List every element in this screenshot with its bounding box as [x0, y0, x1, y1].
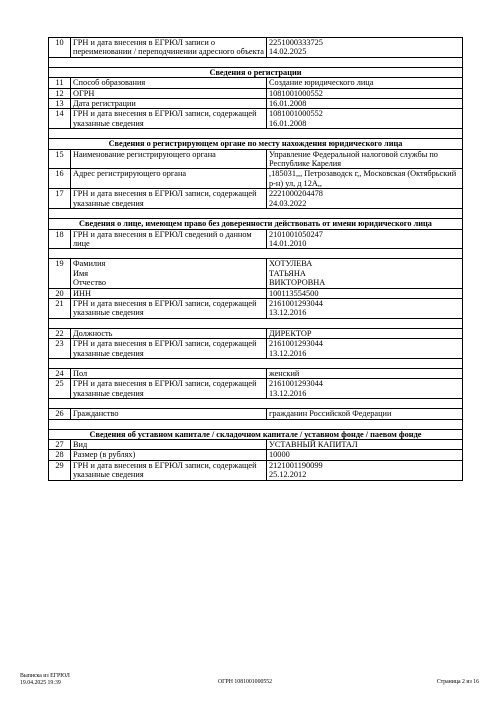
row-label: ГРН и дата внесения в ЕГРЮЛ записи, содержащей указанные сведения [71, 339, 267, 359]
row-label: ГРН и дата внесения в ЕГРЮЛ записи, содержащей указанные сведения [71, 298, 267, 318]
row-value: Управление Федеральной налоговой службы по Республике Карелия [267, 149, 463, 169]
row-label: Дата регистрации [71, 99, 267, 109]
spacer-cell [49, 399, 463, 409]
table-row [49, 288, 463, 298]
row-label: ГРН и дата внесения в ЕГРЮЛ записи, содержащей указанные сведения [71, 460, 267, 480]
row-value: 2161001293044 13.12.2016 [267, 339, 463, 359]
row-label: ГРН и дата внесения в ЕГРЮЛ записи, содержащей указанные сведения [71, 109, 267, 129]
spacer-row [49, 57, 463, 67]
spacer-row [49, 129, 463, 139]
row-label: ИНН [71, 288, 267, 298]
row-value: ХОТУЛЕВА ТАТЬЯНА ВИКТОРОВНА [267, 259, 463, 288]
row-value: 10000 [267, 450, 463, 460]
row-value: ,185031,,, Петрозаводск г,, Московская (Октябрьский р-н) ул, д 12А,, [267, 169, 463, 189]
row-label: Пол [71, 368, 267, 378]
table-row [49, 379, 463, 399]
table-row [49, 259, 463, 288]
spacer-cell [49, 209, 463, 219]
row-number: 21 [49, 298, 71, 318]
table-row [49, 229, 463, 249]
spacer-cell [49, 358, 463, 368]
table-row [49, 189, 463, 209]
row-value: 2121001190099 25.12.2012 [267, 460, 463, 480]
table-row [49, 149, 463, 169]
row-number: 15 [49, 149, 71, 169]
row-label: ГРН и дата внесения в ЕГРЮЛ записи, содержащей указанные сведения [71, 379, 267, 399]
row-value: 2221000204478 24.03.2022 [267, 189, 463, 209]
table-row [49, 440, 463, 450]
row-label: ОГРН [71, 88, 267, 98]
row-value: 2101001050247 14.01.2010 [267, 229, 463, 249]
table-row [49, 78, 463, 88]
row-number: 22 [49, 328, 71, 338]
row-number: 20 [49, 288, 71, 298]
row-value: ДИРЕКТОР [267, 328, 463, 338]
footer-extract-info: Выписка из ЕГРЮЛ 19.04.2025 19:39 [20, 673, 70, 686]
table-row [49, 109, 463, 129]
row-value: УСТАВНЫЙ КАПИТАЛ [267, 440, 463, 450]
row-label: Размер (в рублях) [71, 450, 267, 460]
row-value: 2251000333725 14.02.2025 [267, 38, 463, 58]
spacer-row [49, 209, 463, 219]
row-number: 11 [49, 78, 71, 88]
row-label: ГРН и дата внесения в ЕГРЮЛ сведений о данном лице [71, 229, 267, 249]
row-number: 17 [49, 189, 71, 209]
table-row [49, 460, 463, 480]
section-header-row [49, 429, 463, 439]
row-value: 2161001293044 13.12.2016 [267, 298, 463, 318]
row-label: Гражданство [71, 409, 267, 419]
section-title: Сведения о регистрирующем органе по месту нахождения юридического лица [49, 139, 463, 149]
row-label: Должность [71, 328, 267, 338]
row-number: 18 [49, 229, 71, 249]
row-label: Способ образования [71, 78, 267, 88]
row-number: 12 [49, 88, 71, 98]
table-row [49, 169, 463, 189]
footer-page-number: Страница 2 из 16 [436, 679, 479, 685]
section-header-row [49, 139, 463, 149]
section-title: Сведения об уставном капитале / складочном капитале / уставном фонде / паевом фонде [49, 429, 463, 439]
row-label: Наименование регистрирующего органа [71, 149, 267, 169]
row-value: 100113554500 [267, 288, 463, 298]
row-label: Фамилия Имя Отчество [71, 259, 267, 288]
row-number: 16 [49, 169, 71, 189]
table-row [49, 450, 463, 460]
row-number: 19 [49, 259, 71, 288]
spacer-row [49, 358, 463, 368]
row-value: 1081001000552 16.01.2008 [267, 109, 463, 129]
section-header-row [49, 219, 463, 229]
table-row [49, 298, 463, 318]
row-value: 2161001293044 13.12.2016 [267, 379, 463, 399]
footer-ogrn: ОГРН 1081001000552 [218, 679, 273, 685]
row-value: 16.01.2008 [267, 99, 463, 109]
row-number: 26 [49, 409, 71, 419]
spacer-row [49, 419, 463, 429]
row-value: Создание юридического лица [267, 78, 463, 88]
section-header-row [49, 67, 463, 77]
egrul-extract-table [48, 37, 463, 481]
section-title: Сведения о регистрации [49, 67, 463, 77]
row-label: ГРН и дата внесения в ЕГРЮЛ записи, содержащей указанные сведения [71, 189, 267, 209]
row-number: 28 [49, 450, 71, 460]
spacer-cell [49, 318, 463, 328]
row-label: ГРН и дата внесения в ЕГРЮЛ записи о переименовании / переподчинении адресного объекта [71, 38, 267, 58]
row-number: 24 [49, 368, 71, 378]
table-row [49, 409, 463, 419]
table-row [49, 328, 463, 338]
table-row [49, 339, 463, 359]
table-body [49, 38, 463, 481]
spacer-cell [49, 419, 463, 429]
spacer-cell [49, 57, 463, 67]
table-row [49, 88, 463, 98]
row-number: 25 [49, 379, 71, 399]
table-row [49, 99, 463, 109]
row-value: гражданин Российской Федерации [267, 409, 463, 419]
row-number: 13 [49, 99, 71, 109]
table-row [49, 38, 463, 58]
spacer-cell [49, 129, 463, 139]
row-label: Вид [71, 440, 267, 450]
spacer-cell [49, 249, 463, 259]
table-row [49, 368, 463, 378]
row-label: Адрес регистрирующего органа [71, 169, 267, 189]
row-number: 10 [49, 38, 71, 58]
spacer-row [49, 318, 463, 328]
row-number: 23 [49, 339, 71, 359]
row-value: 1081001000552 [267, 88, 463, 98]
row-number: 14 [49, 109, 71, 129]
row-number: 27 [49, 440, 71, 450]
row-number: 29 [49, 460, 71, 480]
section-title: Сведения о лице, имеющем право без доверенности действовать от имени юридического лица [49, 219, 463, 229]
row-value: женский [267, 368, 463, 378]
spacer-row [49, 399, 463, 409]
spacer-row [49, 249, 463, 259]
